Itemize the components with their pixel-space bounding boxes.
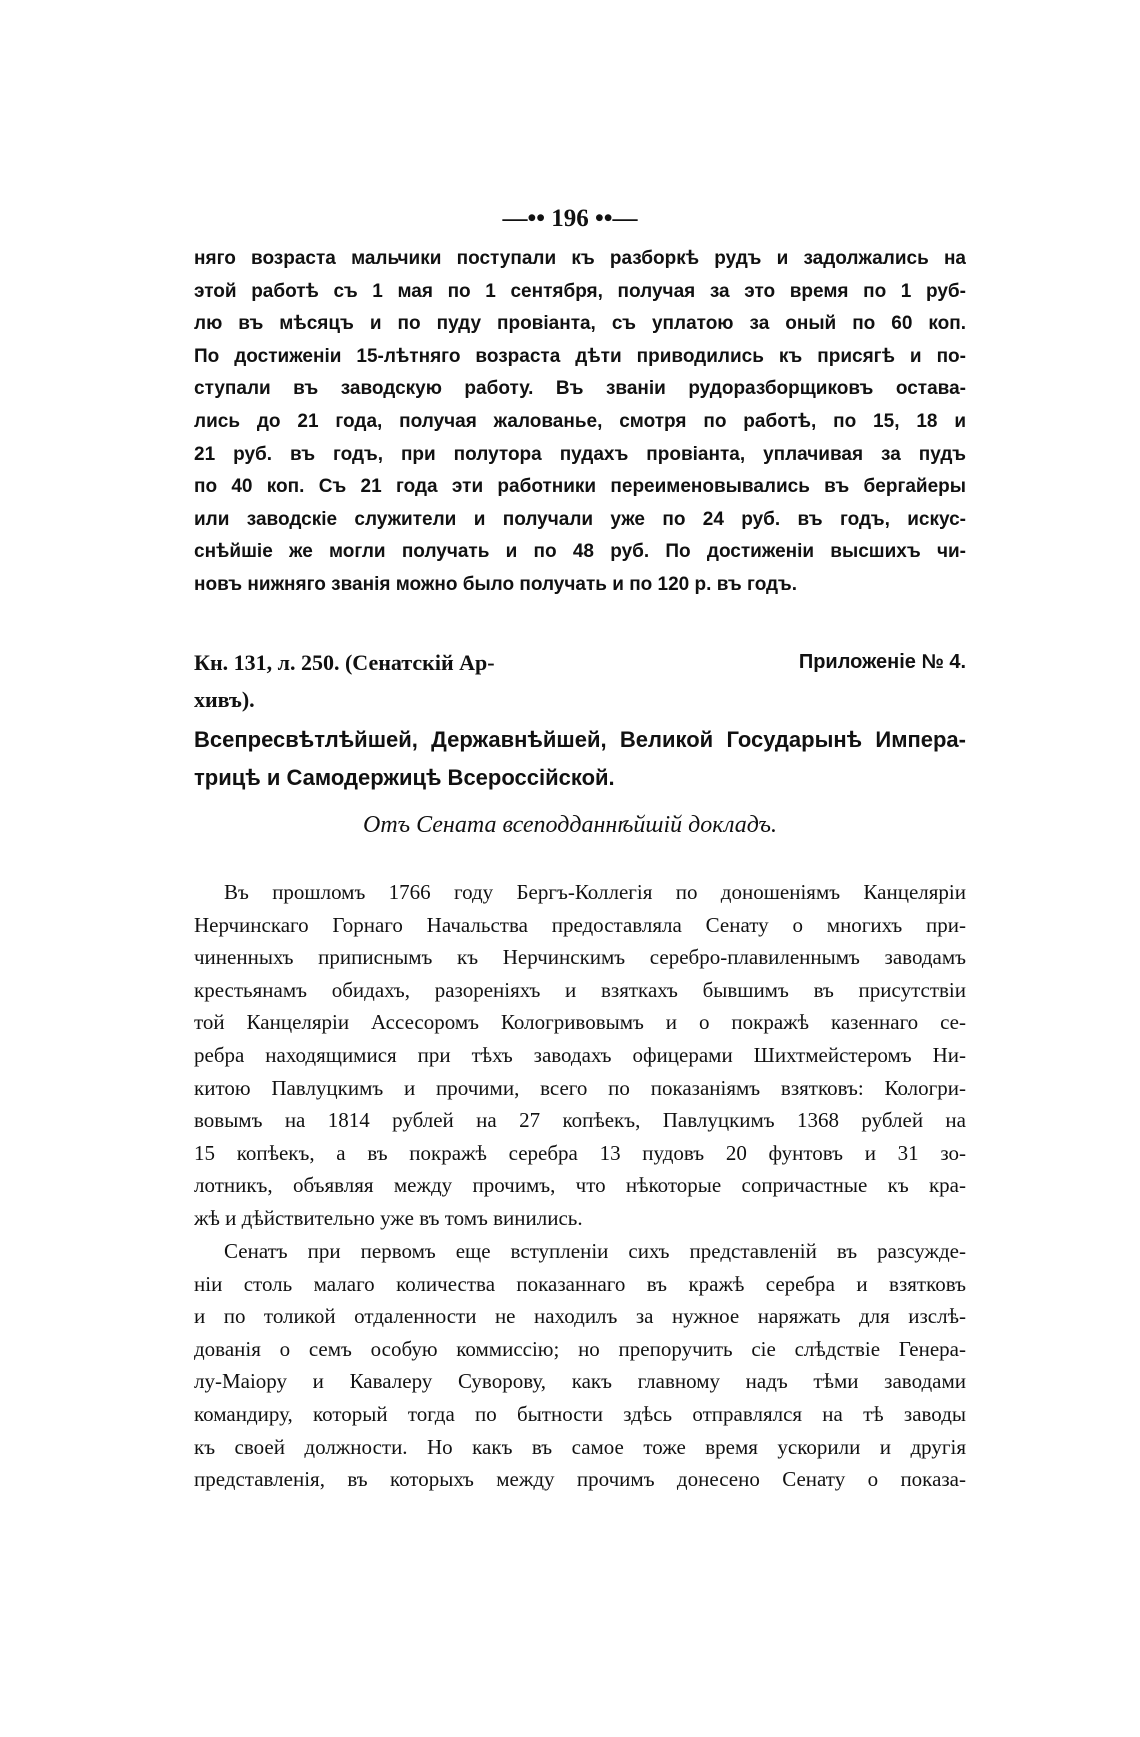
text-line: командиру, который тогда по бытности здѣсь отправлялся на тѣ заводы bbox=[194, 1401, 966, 1426]
text-line: жѣ и дѣйствительно уже въ томъ винились. bbox=[194, 1205, 583, 1230]
text-line: ступали въ заводскую работу. Въ званіи рудоразборщиковъ остава- bbox=[194, 378, 966, 400]
paragraph-2 bbox=[194, 1235, 966, 1496]
text-line: Сенатъ при первомъ еще вступленіи сихъ представленій въ разсужде- bbox=[224, 1239, 966, 1263]
text-line: китою Павлуцкимъ и прочими, всего по показаніямъ взятковъ: Кологри- bbox=[194, 1075, 966, 1100]
address-heading bbox=[194, 721, 966, 797]
text-line: представленія, въ которыхъ между прочимъ донесено Сенату о показа- bbox=[194, 1467, 966, 1492]
text-line: новъ нижняго званія можно было получать и по 120 р. въ годъ. bbox=[194, 573, 797, 595]
text-line: 15 копѣекъ, а въ покражѣ серебра 13 пудовъ 20 фунтовъ и 31 зо- bbox=[194, 1140, 966, 1165]
text-line: лу-Маіору и Кавалеру Суворову, какъ главному надъ тѣми заводами bbox=[194, 1369, 966, 1394]
text-line: той Канцеляріи Ассесоромъ Кологривовымъ и о покражѣ казеннаго се- bbox=[194, 1010, 966, 1035]
appendix-label: Приложеніе № 4. bbox=[798, 651, 966, 673]
text-line: или заводскіе служители и получали уже по 24 руб. въ годъ, искус- bbox=[194, 508, 966, 530]
text-line: Въ прошломъ 1766 году Бергъ-Коллегія по доношеніямъ Канцеляріи bbox=[224, 880, 966, 904]
archive-citation bbox=[194, 644, 614, 718]
text-line: этой работѣ съ 1 мая по 1 сентября, получая за это время по 1 руб- bbox=[194, 280, 966, 302]
text-line: по 40 коп. Съ 21 года эти работники переименовывались въ бергайеры bbox=[194, 476, 966, 498]
text-line: ніи столь малаго количества показаннаго въ кражѣ серебра и взятковъ bbox=[194, 1271, 966, 1296]
page-number-header: —•• 196 ••— bbox=[502, 205, 638, 232]
text-line: снѣйшіе же могли получать и по 48 руб. По достиженіи высшихъ чи- bbox=[194, 541, 966, 563]
intro-paragraph bbox=[194, 243, 966, 602]
address-line: трицѣ и Самодержицѣ Всероссійской. bbox=[194, 765, 615, 790]
paragraph-1 bbox=[194, 876, 966, 1235]
document-subtitle: Отъ Сената всеподданнѣйшій докладъ. bbox=[362, 812, 778, 838]
text-line: чиненныхъ приписнымъ къ Нерчинскимъ серебро-плавиленнымъ заводамъ bbox=[194, 945, 966, 970]
address-line: Всепресвѣтлѣйшей, Державнѣйшей, Великой Государынѣ Импера- bbox=[194, 727, 966, 752]
text-line: крестьянамъ обидахъ, разореніяхъ и взяткахъ бывшимъ въ присутствіи bbox=[194, 977, 966, 1002]
citation-line: хивъ). bbox=[194, 687, 255, 712]
text-line: лись до 21 года, получая жалованье, смотря по работѣ, по 15, 18 и bbox=[194, 410, 966, 432]
text-line: и по толикой отдаленности не находилъ за нужное наряжать для изслѣ- bbox=[194, 1304, 966, 1329]
text-line: Нерчинскаго Горнаго Начальства предоставляла Сенату о многихъ при- bbox=[194, 912, 966, 937]
text-line: дованія о семъ особую коммиссію; но препоручить сіе слѣдствіе Генера- bbox=[194, 1336, 966, 1361]
text-line: ребра находящимися при тѣхъ заводахъ офицерами Шихтмейстеромъ Ни- bbox=[194, 1042, 966, 1067]
citation-line: Кн. 131, л. 250. (Сенатскій Ар- bbox=[194, 650, 495, 675]
text-line: лотникъ, объявляя между прочимъ, что нѣкоторые сопричастные къ кра- bbox=[194, 1173, 966, 1198]
text-line: 21 руб. въ годъ, при полутора пудахъ провіанта, уплачивая за пудъ bbox=[194, 443, 966, 465]
text-line: лю въ мѣсяцъ и по пуду провіанта, съ уплатою за оный по 60 коп. bbox=[194, 313, 966, 335]
text-line: къ своей должности. Но какъ въ самое тоже время ускорили и другія bbox=[194, 1434, 966, 1459]
text-line: няго возраста мальчики поступали къ разборкѣ рудъ и задолжались на bbox=[194, 248, 966, 269]
text-line: По достиженіи 15-лѣтняго возраста дѣти приводились къ присягѣ и по- bbox=[194, 345, 966, 367]
text-line: вовымъ на 1814 рублей на 27 копѣекъ, Павлуцкимъ 1368 рублей на bbox=[194, 1108, 966, 1133]
